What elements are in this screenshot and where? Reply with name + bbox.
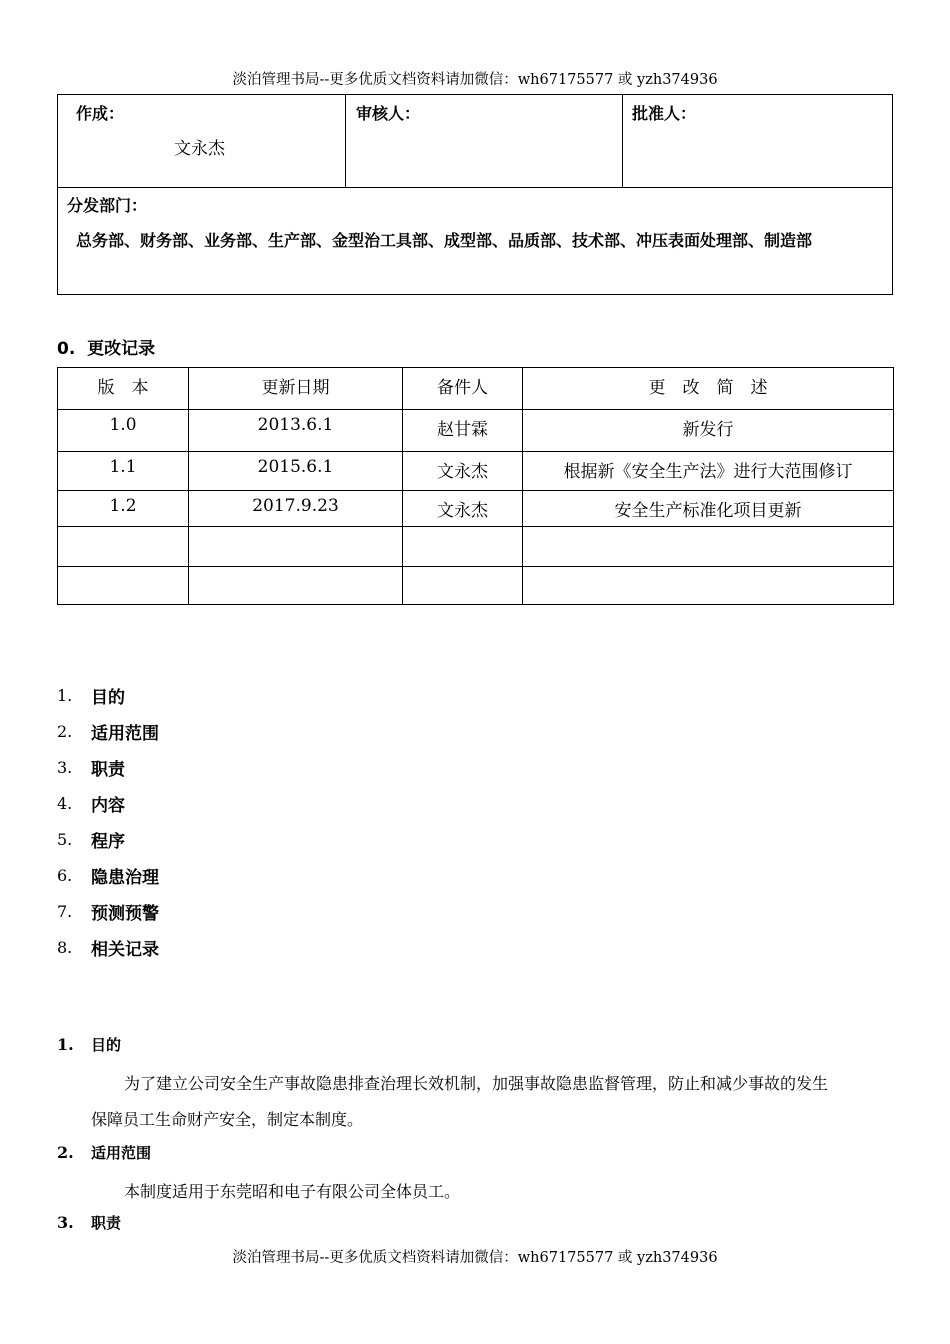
toc-item [57,785,159,821]
toc-number: 5. [57,829,73,849]
header-preparer: 备件人 [403,368,523,410]
toc-item [57,857,159,893]
toc-label: 目的 [91,687,125,708]
revision-table [57,367,894,605]
cell-preparer: 文永杰 [403,491,523,527]
table-row [58,410,894,452]
purpose-paragraph-line1: 为了建立公司安全生产事故隐患排查治理长效机制，加强事故隐患监督管理，防止和减少事故的发生 [124,1074,829,1093]
cell-preparer [403,527,523,567]
reviewer-cell [346,95,623,187]
header-update-date: 更新日期 [189,368,403,410]
toc-item [57,677,159,713]
cell-date: 2017.9.23 [189,491,403,527]
header-change-summary: 更 改 简 述 [523,368,894,410]
toc-item [57,893,159,929]
cell-preparer [403,567,523,605]
table-row [58,527,894,567]
table-header-row [58,368,894,410]
section-duties-heading [57,1212,121,1233]
cell-summary [523,567,894,605]
cell-summary: 根据新《安全生产法》进行大范围修订 [523,452,894,491]
toc-label: 程序 [91,831,125,852]
table-of-contents [57,677,159,965]
purpose-paragraph-line2: 保障员工生命财产安全，制定本制度。 [91,1110,364,1129]
toc-number: 1. [57,685,73,705]
table-row [58,452,894,491]
toc-number: 4. [57,793,73,813]
cell-version: 1.2 [58,491,189,527]
toc-label: 适用范围 [91,723,159,744]
cell-date [189,567,403,605]
scope-paragraph: 本制度适用于东莞昭和电子有限公司全体员工。 [124,1182,461,1201]
toc-item [57,749,159,785]
toc-item [57,713,159,749]
signoff-box [57,94,893,295]
revision-section-title: 更改记录 [87,339,156,359]
signoff-row [58,95,892,188]
table-row [58,491,894,527]
section-title: 适用范围 [91,1144,152,1162]
revision-section-heading [57,334,155,359]
distribution-label: 分发部门： [67,196,148,215]
cell-summary [523,527,894,567]
toc-number: 7. [57,901,73,921]
cell-date [189,527,403,567]
cell-version [58,527,189,567]
cell-date: 2013.6.1 [189,410,403,452]
cell-summary: 安全生产标准化项目更新 [523,491,894,527]
toc-label: 内容 [91,795,125,816]
toc-item [57,821,159,857]
section-scope-heading [57,1142,151,1163]
cell-preparer: 赵甘霖 [403,410,523,452]
cell-summary: 新发行 [523,410,894,452]
author-name: 文永杰 [174,139,225,159]
toc-label: 预测预警 [91,903,159,924]
cell-version: 1.1 [58,452,189,491]
toc-number: 3. [57,757,73,777]
section-purpose-heading [57,1034,121,1055]
author-label: 作成： [76,104,125,123]
revision-section-number: 0. [57,339,76,359]
cell-version [58,567,189,605]
page-header: 淡泊管理书局--更多优质文档资料请加微信：wh67175577 或 yzh374936 [232,72,718,88]
reviewer-label: 审核人： [356,104,421,123]
toc-item [57,929,159,965]
section-number: 2. [57,1143,74,1162]
page-footer: 淡泊管理书局--更多优质文档资料请加微信：wh67175577 或 yzh374936 [232,1250,718,1266]
distribution-departments: 总务部、财务部、业务部、生产部、金型治工具部、成型部、品质部、技术部、冲压表面处理部、制造部 [76,231,813,250]
toc-number: 2. [57,721,73,741]
toc-number: 6. [57,865,73,885]
approver-label: 批准人： [632,104,697,123]
table-row [58,567,894,605]
cell-preparer: 文永杰 [403,452,523,491]
section-title: 职责 [91,1214,122,1232]
cell-version: 1.0 [58,410,189,452]
cell-date: 2015.6.1 [189,452,403,491]
author-cell [58,95,346,187]
section-number: 3. [57,1213,74,1232]
toc-label: 相关记录 [91,939,159,960]
header-version: 版 本 [58,368,189,410]
section-title: 目的 [91,1036,122,1054]
toc-label: 职责 [91,759,125,780]
approver-cell [623,95,892,187]
toc-number: 8. [57,937,73,957]
section-number: 1. [57,1035,74,1054]
toc-label: 隐患治理 [91,867,159,888]
